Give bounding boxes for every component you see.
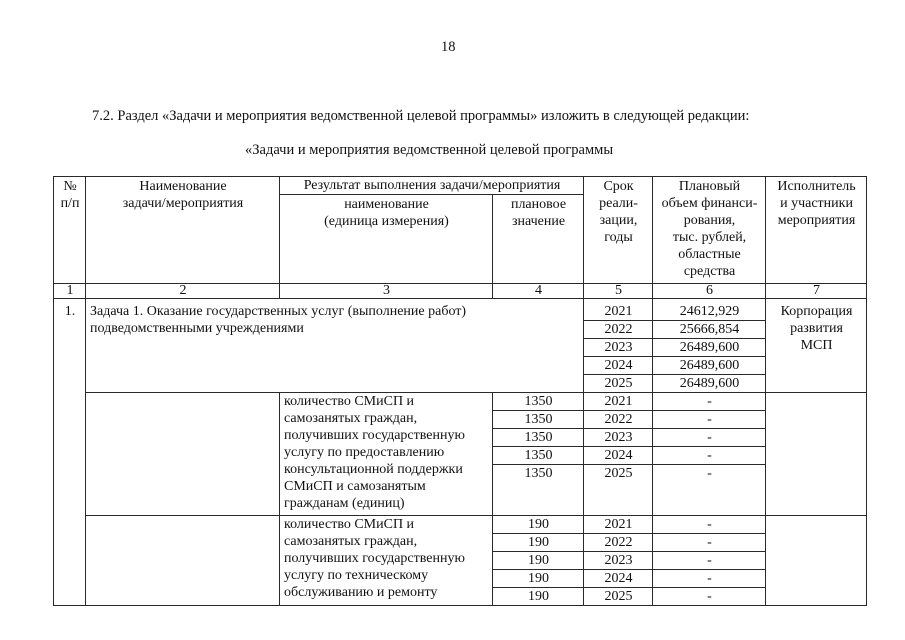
- indicator-funding: -: [653, 447, 766, 465]
- task-funding: 26489,600: [653, 375, 766, 393]
- table-title: «Задачи и мероприятия ведомственной целевой программы: [245, 142, 614, 158]
- indicator-funding: -: [653, 429, 766, 447]
- task-year: 2023: [584, 339, 653, 357]
- indicator-year: 2021: [584, 516, 653, 534]
- task-funding: 26489,600: [653, 339, 766, 357]
- column-number: 4: [493, 284, 584, 299]
- indicator-funding: -: [653, 516, 766, 534]
- intro-paragraph: 7.2. Раздел «Задачи и мероприятия ведомственной целевой программы» изложить в следующей редакции:: [92, 108, 750, 124]
- indicator-funding: -: [653, 570, 766, 588]
- indicator-task-empty-cell: [86, 516, 280, 606]
- task-executor: Корпорация развития МСП: [766, 299, 867, 393]
- column-number: 6: [653, 284, 766, 299]
- indicator-value: 190: [493, 570, 584, 588]
- indicator-funding: -: [653, 534, 766, 552]
- indicator-year: 2022: [584, 411, 653, 429]
- header-executor: Исполнитель и участники мероприятия: [766, 177, 867, 284]
- indicator-funding: -: [653, 552, 766, 570]
- indicator-value: 1350: [493, 411, 584, 429]
- indicator-value: 190: [493, 588, 584, 606]
- task-year: 2024: [584, 357, 653, 375]
- indicator-funding: -: [653, 588, 766, 606]
- task-funding: 25666,854: [653, 321, 766, 339]
- tasks-table: [53, 176, 867, 606]
- task-number: 1.: [54, 299, 86, 606]
- header-funding: Плановый объем финанси- рования, тыс. рублей, областные средства: [653, 177, 766, 284]
- indicator-year: 2024: [584, 570, 653, 588]
- column-number: 1: [54, 284, 86, 299]
- column-number: 7: [766, 284, 867, 299]
- indicator-executor-empty-cell: [766, 516, 867, 606]
- header-result-name: наименование (единица измерения): [280, 195, 493, 284]
- indicator-year: 2025: [584, 465, 653, 516]
- indicator-year: 2023: [584, 552, 653, 570]
- indicator-value: 1350: [493, 465, 584, 516]
- task-year: 2021: [584, 299, 653, 321]
- task-year: 2025: [584, 375, 653, 393]
- indicator-name: количество СМиСП и самозанятых граждан, получивших государственную услугу по техническому обслуживанию и ремонту: [280, 516, 493, 606]
- indicator-funding: -: [653, 393, 766, 411]
- indicator-executor-empty-cell: [766, 393, 867, 516]
- task-title: Задача 1. Оказание государственных услуг (выполнение работ) подведомственными учреждениями: [86, 299, 584, 393]
- indicator-year: 2021: [584, 393, 653, 411]
- column-number: 3: [280, 284, 493, 299]
- indicator-funding: -: [653, 465, 766, 516]
- indicator-value: 190: [493, 534, 584, 552]
- page-number: 18: [441, 39, 456, 55]
- indicator-funding: -: [653, 411, 766, 429]
- header-period: Срок реали- зации, годы: [584, 177, 653, 284]
- indicator-year: 2024: [584, 447, 653, 465]
- indicator-value: 190: [493, 552, 584, 570]
- column-number: 5: [584, 284, 653, 299]
- indicator-task-empty-cell: [86, 393, 280, 516]
- task-year: 2022: [584, 321, 653, 339]
- indicator-value: 1350: [493, 447, 584, 465]
- column-number: 2: [86, 284, 280, 299]
- header-number: № п/п: [54, 177, 86, 284]
- indicator-year: 2023: [584, 429, 653, 447]
- indicator-year: 2022: [584, 534, 653, 552]
- header-result-value: плановое значение: [493, 195, 584, 284]
- indicator-value: 1350: [493, 429, 584, 447]
- header-task-name: Наименование задачи/мероприятия: [86, 177, 280, 284]
- task-funding: 24612,929: [653, 299, 766, 321]
- indicator-year: 2025: [584, 588, 653, 606]
- indicator-value: 190: [493, 516, 584, 534]
- indicator-value: 1350: [493, 393, 584, 411]
- indicator-name: количество СМиСП и самозанятых граждан, получивших государственную услугу по предоставлению консультационной поддержки СМиСП и самозанятым гражданам (единиц): [280, 393, 493, 516]
- header-result: Результат выполнения задачи/мероприятия: [280, 177, 584, 195]
- task-funding: 26489,600: [653, 357, 766, 375]
